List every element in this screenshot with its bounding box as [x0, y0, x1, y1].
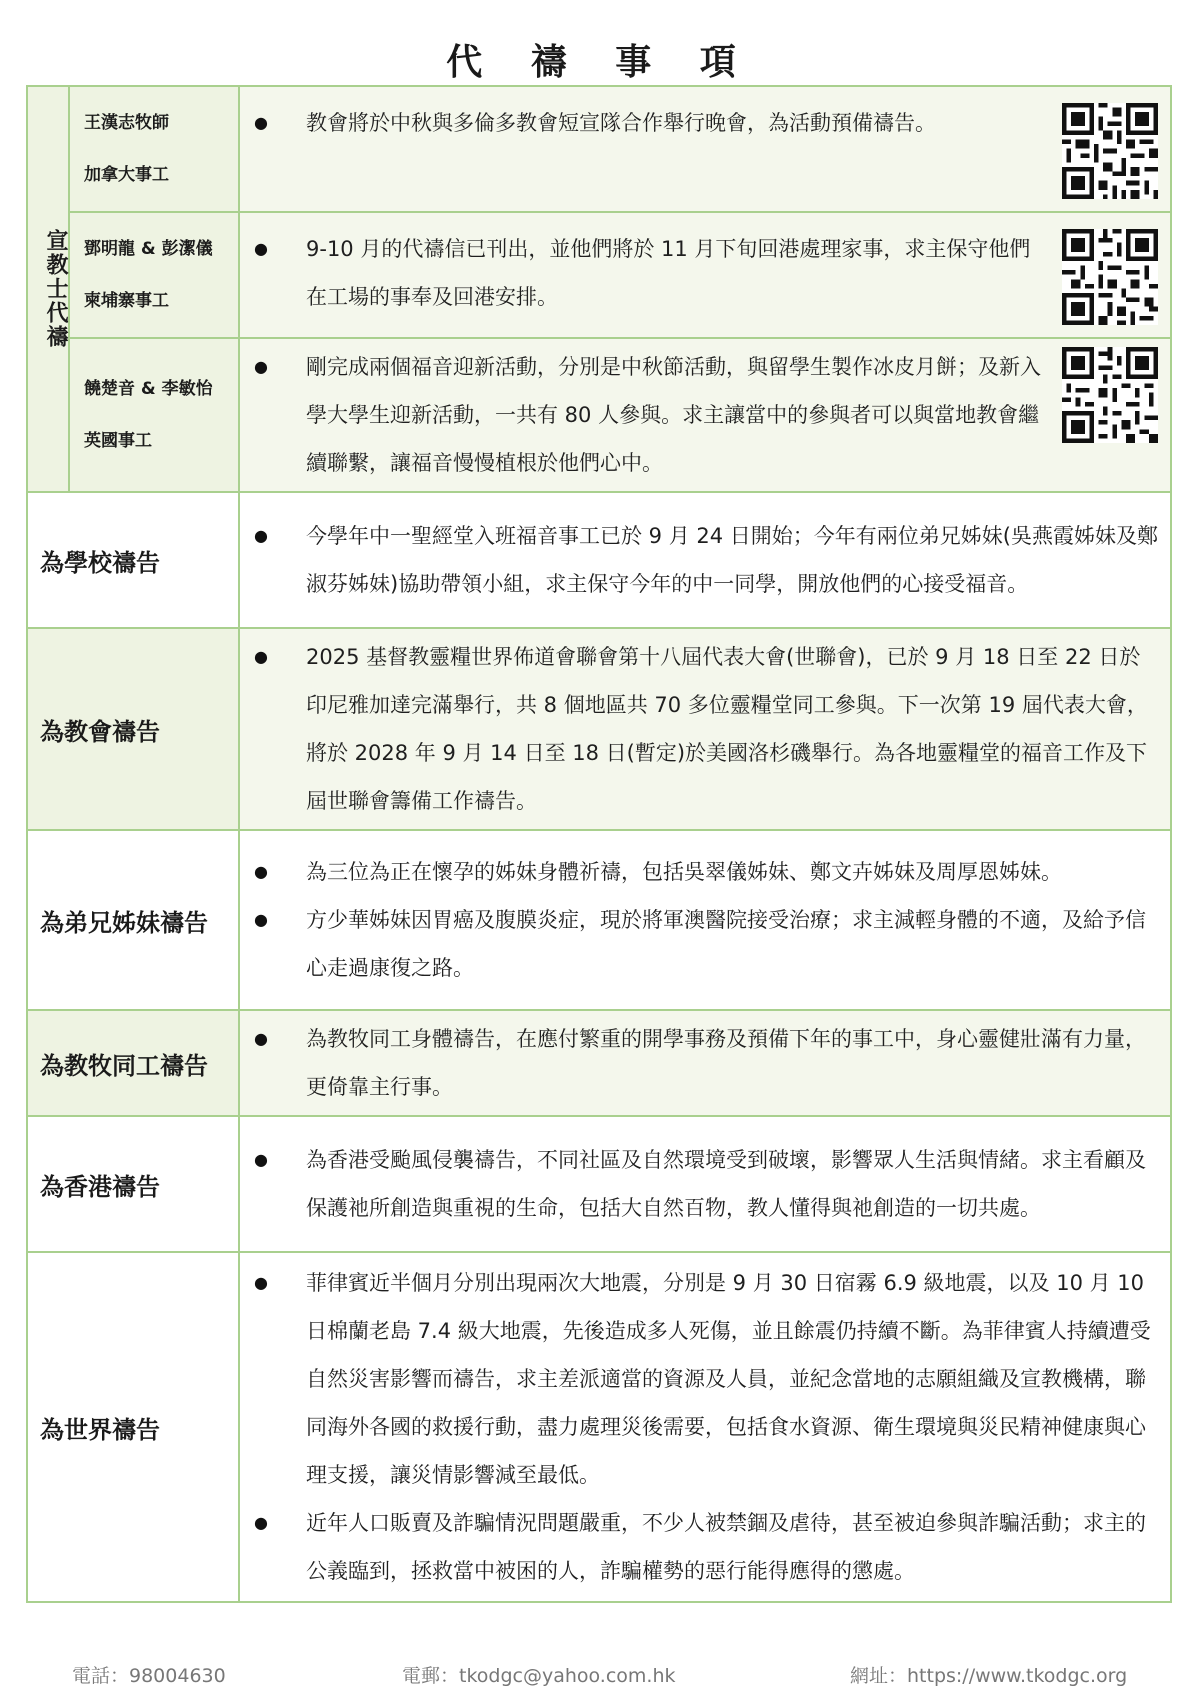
missionary-section-label: 宣教士代禱: [43, 229, 68, 349]
section-label: 為學校禱告: [40, 548, 160, 577]
prayer-item: [254, 633, 1160, 825]
missionary-name: 王漢志牧師: [84, 113, 169, 133]
bullet-icon: ●: [254, 526, 268, 545]
missionary-row: [27, 86, 1171, 212]
prayer-item-text: 為香港受颱風侵襲禱告，不同社區及自然環境受到破壞，影響眾人生活與情緒。求主看顧及保護祂所創造與重視的生命，包括大自然百物，教人懂得與祂創造的一切共處。: [306, 1148, 1146, 1220]
section-content-cell: [239, 1116, 1171, 1252]
missionary-row: [27, 338, 1171, 492]
footer-email[interactable]: 電郵：tkodgc@yahoo.com.hk: [402, 1665, 676, 1687]
missionary-row: [27, 212, 1171, 338]
section-row: [27, 830, 1171, 1010]
prayer-item-text: 教會將於中秋與多倫多教會短宣隊合作舉行晚會，為活動預備禱告。: [306, 111, 936, 135]
bullet-icon: ●: [254, 1029, 268, 1048]
section-content-cell: [239, 830, 1171, 1010]
bullet-icon: ●: [254, 113, 268, 132]
qr-code-icon: [1062, 347, 1158, 443]
prayer-item-text: 今學年中一聖經堂入班福音事工已於 9 月 24 日開始；今年有兩位弟兄姊妹(吳燕霞姊妹及鄭淑芬姊妹)協助帶領小組，求主保守今年的中一同學，開放他們的心接受福音。: [306, 524, 1158, 596]
missionary-name: 饒楚音 & 李敏怡: [84, 379, 213, 399]
prayer-item: [254, 1499, 1160, 1595]
missionary-section-cell: [27, 86, 69, 492]
prayer-item: [254, 343, 1046, 487]
footer-website[interactable]: 網址：https://www.tkodgc.org: [850, 1665, 1128, 1687]
missionary-area: 英國事工: [84, 431, 152, 451]
missionary-area: 加拿大事工: [84, 165, 169, 185]
section-label-cell: [27, 492, 239, 628]
section-content-cell: [239, 1252, 1171, 1602]
section-content-cell: [239, 1010, 1171, 1116]
missionary-content-cell: [239, 86, 1171, 212]
prayer-item-text: 近年人口販賣及詐騙情況問題嚴重，不少人被禁錮及虐待，甚至被迫參與詐騙活動；求主的公義臨到，拯救當中被困的人，詐騙權勢的惡行能得應得的懲處。: [306, 1511, 1146, 1583]
missionary-content-cell: [239, 212, 1171, 338]
missionary-name: 鄧明龍 & 彭潔儀: [84, 239, 213, 259]
prayer-item: [254, 1259, 1160, 1499]
prayer-item-text: 菲律賓近半個月分別出現兩次大地震，分別是 9 月 30 日宿霧 6.9 級地震，以及 10 月 10 日棉蘭老島 7.4 級大地震，先後造成多人死傷，並且餘震仍持續不斷。為菲律賓人持續遭受自然災害影響而禱告，求主差派適當的資源及人員，並紀念當地的志願組織及宣教機構，聯同海外各國的救援行動，盡力處理災後需要，包括食水資源、衛生環境與災民精神健康與心理支援，讓災情影響減至最低。: [306, 1271, 1151, 1487]
bullet-icon: ●: [254, 239, 268, 258]
prayer-item-text: 為教牧同工身體禱告，在應付繁重的開學事務及預備下年的事工中，身心靈健壯滿有力量，更倚靠主行事。: [306, 1027, 1146, 1099]
prayer-table: [26, 85, 1172, 1603]
prayer-item: [254, 512, 1160, 608]
section-label: 為教牧同工禱告: [40, 1051, 208, 1080]
prayer-item: [254, 99, 1046, 147]
prayer-item-text: 為三位為正在懷孕的姊妹身體祈禱，包括吳翠儀姊妹、鄭文卉姊妹及周厚恩姊妹。: [306, 860, 1062, 884]
prayer-item-text: 方少華姊妹因胃癌及腹膜炎症，現於將軍澳醫院接受治療；求主減輕身體的不適，及給予信心走過康復之路。: [306, 908, 1146, 980]
missionary-area: 柬埔寨事工: [84, 291, 169, 311]
bullet-icon: ●: [254, 862, 268, 881]
qr-code-icon: [1062, 103, 1158, 199]
section-label-cell: [27, 1252, 239, 1602]
section-row: [27, 492, 1171, 628]
prayer-item-text: 9-10 月的代禱信已刊出，並他們將於 11 月下旬回港處理家事，求主保守他們在工場的事奉及回港安排。: [306, 237, 1031, 309]
bullet-icon: ●: [254, 357, 268, 376]
bullet-icon: ●: [254, 1150, 268, 1169]
prayer-item: [254, 848, 1160, 896]
section-label-cell: [27, 1010, 239, 1116]
missionary-name-cell: [69, 338, 239, 492]
bullet-icon: ●: [254, 647, 268, 666]
prayer-item-text: 剛完成兩個福音迎新活動，分別是中秋節活動，與留學生製作冰皮月餅；及新入學大學生迎新活動，一共有 80 人參與。求主讓當中的參與者可以與當地教會繼續聯繫，讓福音慢慢植根於他們心中。: [306, 355, 1041, 475]
section-content-cell: [239, 628, 1171, 830]
missionary-name-cell: [69, 212, 239, 338]
prayer-item: [254, 1136, 1160, 1232]
section-row: [27, 1010, 1171, 1116]
prayer-item-text: 2025 基督教靈糧世界佈道會聯會第十八屆代表大會(世聯會)，已於 9 月 18 日至 22 日於印尼雅加達完滿舉行，共 8 個地區共 70 多位靈糧堂同工參與。下一次第 19 屆代表大會，將於 2028 年 9 月 14 日至 18 日(暫定)於美國洛杉磯舉行。為各地靈糧堂的福音工作及下屆世聯會籌備工作禱告。: [306, 645, 1148, 813]
page-title: 代 禱 事 項: [446, 42, 754, 83]
footer-phone: 電話：98004630: [72, 1665, 226, 1687]
prayer-item: [254, 1015, 1160, 1111]
bullet-icon: ●: [254, 910, 268, 929]
section-row: [27, 1252, 1171, 1602]
prayer-item: [254, 896, 1160, 992]
section-label-cell: [27, 1116, 239, 1252]
bullet-icon: ●: [254, 1513, 268, 1532]
missionary-name-cell: [69, 86, 239, 212]
section-label: 為香港禱告: [40, 1172, 160, 1201]
section-label-cell: [27, 830, 239, 1010]
section-label-cell: [27, 628, 239, 830]
bullet-icon: ●: [254, 1273, 268, 1292]
section-row: [27, 628, 1171, 830]
prayer-item: [254, 225, 1046, 321]
section-label: 為教會禱告: [40, 717, 160, 746]
section-content-cell: [239, 492, 1171, 628]
section-label: 為弟兄姊妹禱告: [40, 908, 208, 937]
missionary-content-cell: [239, 338, 1171, 492]
qr-code-icon: [1062, 229, 1158, 325]
section-row: [27, 1116, 1171, 1252]
section-label: 為世界禱告: [40, 1415, 160, 1444]
footer: [0, 1661, 1200, 1691]
